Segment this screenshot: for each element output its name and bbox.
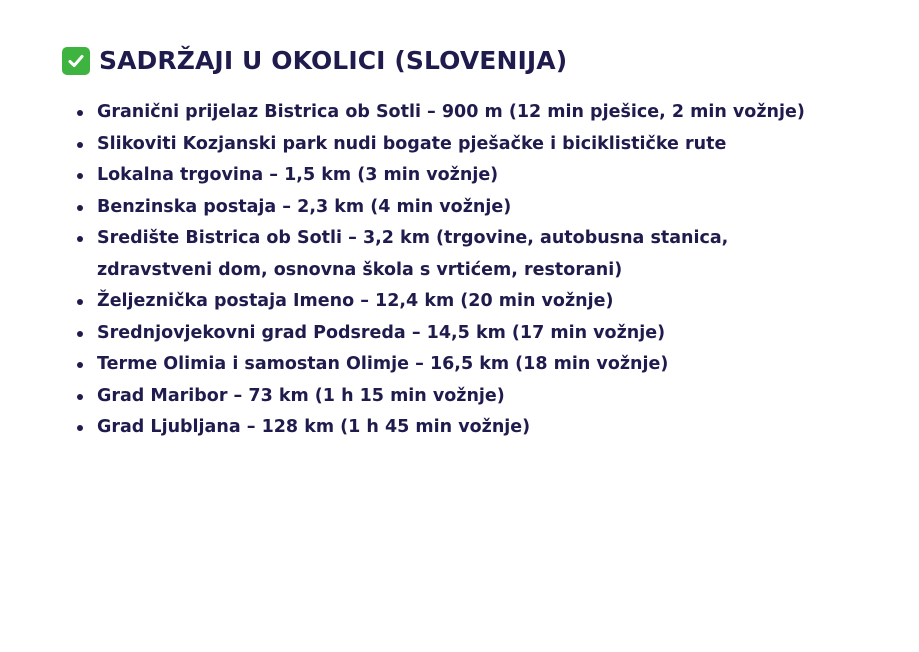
bullet-icon <box>77 299 83 305</box>
list-item-text: Lokalna trgovina – 1,5 km (3 min vožnje) <box>97 165 499 185</box>
amenities-list <box>62 97 882 444</box>
bullet-icon <box>77 205 83 211</box>
list-item-text: Terme Olimia i samostan Olimje – 16,5 km (18 min vožnje) <box>97 354 669 374</box>
list-item-text: Grad Ljubljana – 128 km (1 h 45 min vožnje) <box>97 417 531 437</box>
bullet-icon <box>77 425 83 431</box>
list-item-text: Grad Maribor – 73 km (1 h 15 min vožnje) <box>97 385 505 406</box>
list-item <box>62 318 882 350</box>
list-item <box>62 192 882 224</box>
list-item <box>62 349 882 381</box>
bullet-icon <box>77 236 83 242</box>
amenities-section <box>62 46 882 444</box>
section-title: SADRŽAJI U OKOLICI (SLOVENIJA) <box>99 46 568 75</box>
check-mark-icon <box>62 47 90 75</box>
bullet-icon <box>77 110 83 116</box>
list-item <box>62 160 882 192</box>
list-item-text: Srednjovjekovni grad Podsreda – 14,5 km (17 min vožnje) <box>97 322 666 343</box>
list-item <box>62 223 882 286</box>
list-item <box>62 97 882 129</box>
bullet-icon <box>77 142 83 148</box>
list-item-text: Granični prijelaz Bistrica ob Sotli – 900 m (12 min pješice, 2 min vožnje) <box>97 102 805 122</box>
list-item <box>62 412 882 444</box>
list-item <box>62 129 882 161</box>
list-item <box>62 286 882 318</box>
list-item-text: Središte Bistrica ob Sotli – 3,2 km (trgovine, autobusna stanica, <box>97 228 729 248</box>
list-item-text: Benzinska postaja – 2,3 km (4 min vožnje) <box>97 196 512 217</box>
list-item-text: Željeznička postaja Imeno – 12,4 km (20 min vožnje) <box>97 291 614 311</box>
bullet-icon <box>77 331 83 337</box>
bullet-icon <box>77 362 83 368</box>
section-heading <box>62 46 882 75</box>
bullet-icon <box>77 173 83 179</box>
bullet-icon <box>77 394 83 400</box>
list-item-text: zdravstveni dom, osnovna škola s vrtićem, restorani) <box>97 259 623 280</box>
list-item <box>62 381 882 413</box>
list-item-text: Slikoviti Kozjanski park nudi bogate pješačke i biciklističke rute <box>97 133 727 154</box>
